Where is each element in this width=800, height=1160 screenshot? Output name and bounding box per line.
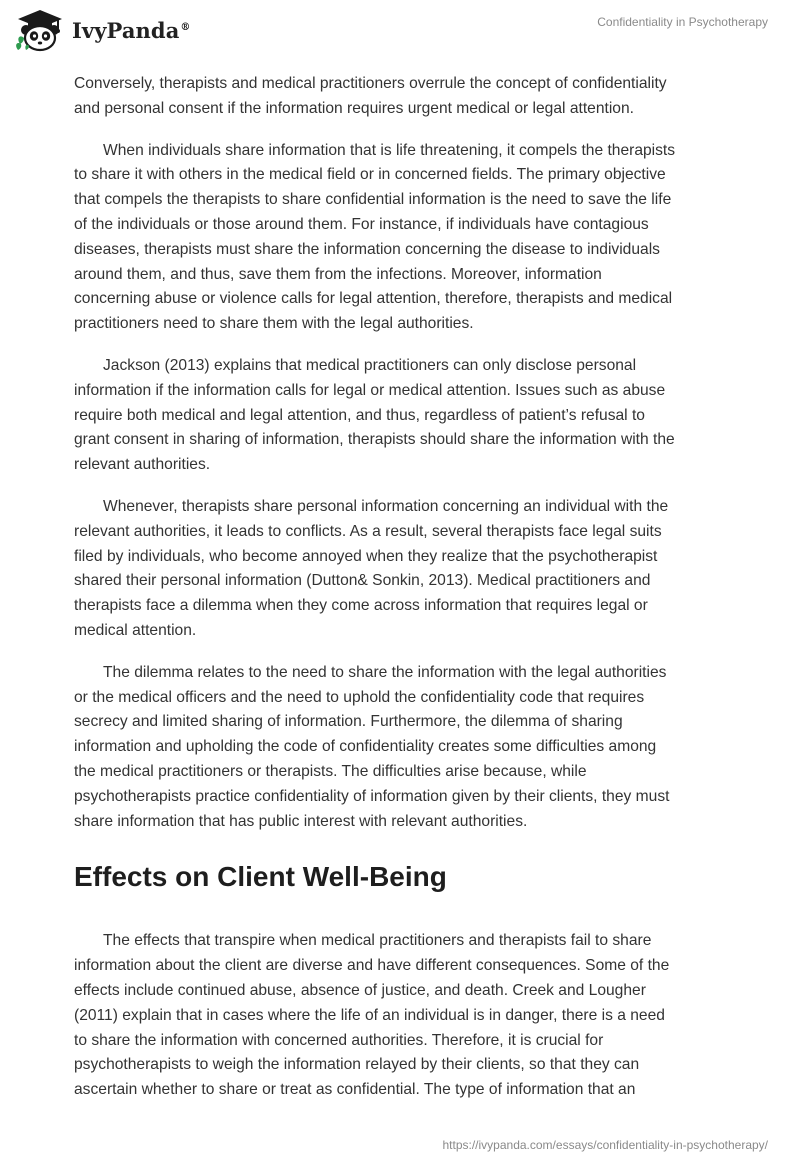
- text-line: psychotherapists to weigh the information relayed by their clients, so that they can: [74, 1056, 640, 1074]
- text-line: that compels the therapists to share confidential information is the need to save the life: [74, 191, 672, 209]
- text-line: around them, and thus, save them from the infections. Moreover, information: [74, 265, 602, 283]
- text-line: Conversely, therapists and medical practitioners overrule the concept of confidentiality: [74, 75, 667, 92]
- text-line: effects include continued abuse, absence of justice, and death. Creek and Lougher: [74, 981, 646, 999]
- page-header: [0, 0, 800, 62]
- text-line: information if the information calls for legal or medical attention. Issues such as abuse: [74, 381, 666, 399]
- text-line: and personal consent if the information requires urgent medical or legal attention.: [74, 99, 634, 117]
- text-line: filed by individuals, who become annoyed when they realize that the psychotherapist: [74, 547, 658, 565]
- text-line: relevant authorities.: [74, 456, 211, 474]
- text-line: to share the information with concerned authorities. Therefore, it is crucial for: [74, 1031, 604, 1049]
- text-line: Whenever, therapists share personal information concerning an individual with the: [103, 497, 669, 515]
- text-line: concerning abuse or violence calls for legal attention, therefore, therapists and medical: [74, 290, 673, 308]
- paragraph-5: [74, 661, 734, 835]
- text-line: require both medical and legal attention, and thus, regardless of patient’s refusal to: [74, 406, 645, 424]
- text-line: The effects that transpire when medical practitioners and therapists fail to share: [103, 932, 652, 950]
- text-line: When individuals share information that is life threatening, it compels the therapists: [103, 141, 676, 159]
- text-line: diseases, therapists must share the information concerning the disease to individuals: [74, 240, 660, 258]
- paragraph-4: [74, 495, 734, 644]
- text-line: The dilemma relates to the need to share the information with the legal authorities: [103, 663, 667, 681]
- text-line: information and upholding the code of confidentiality creates some difficulties among: [74, 738, 657, 756]
- registered-mark: ®: [180, 21, 191, 33]
- text-line: practitioners need to share them with the legal authorities.: [74, 315, 474, 333]
- text-line: Jackson (2013) explains that medical practitioners can only disclose personal: [103, 356, 637, 374]
- essay-content: [74, 72, 734, 1120]
- text-line: share information that has public interest with relevant authorities.: [74, 812, 528, 830]
- text-line: information about the client are diverse and have different consequences. Some of the: [74, 957, 670, 975]
- paragraph-6: [74, 929, 734, 1103]
- text-line: psychotherapists practice confidentiality of information given by their clients, they must: [74, 787, 670, 805]
- text-line: grant consent in sharing of information, therapists should share the information with the: [74, 431, 675, 449]
- paragraph-3: [74, 354, 734, 478]
- panda-logo-icon: [14, 8, 66, 52]
- paragraph-2: [74, 139, 734, 337]
- text-line: to share it with others in the medical field or in concerned fields. The primary objective: [74, 166, 666, 184]
- section-heading: Effects on Client Well-Being: [74, 861, 447, 893]
- text-line: (2011) explain that in cases where the life of an individual is in danger, there is a need: [74, 1006, 665, 1024]
- text-line: the medical practitioners or therapists. The difficulties arise because, while: [74, 762, 587, 780]
- paragraph-1: [74, 72, 734, 122]
- text-line: shared their personal information (Dutton& Sonkin, 2013). Medical practitioners and: [74, 572, 651, 590]
- ivypanda-logo[interactable]: [14, 8, 191, 52]
- text-line: of the individuals or those around them. For instance, if individuals have contagious: [74, 215, 649, 233]
- text-line: ascertain whether to share or treat as confidential. The type of information that an: [74, 1081, 636, 1099]
- document-title: Confidentiality in Psychotherapy: [597, 15, 768, 29]
- text-line: or the medical officers and the need to uphold the confidentiality code that requires: [74, 688, 645, 706]
- text-line: secrecy and limited sharing of information. Furthermore, the dilemma of sharing: [74, 713, 623, 731]
- brand-name: IvyPanda®: [72, 17, 191, 43]
- text-line: medical attention.: [74, 621, 197, 639]
- source-url[interactable]: https://ivypanda.com/essays/confidentiality-in-psychotherapy/: [442, 1138, 768, 1152]
- text-line: therapists face a dilemma when they come across information that requires legal or: [74, 597, 648, 615]
- text-line: relevant authorities, it leads to conflicts. As a result, several therapists face legal suits: [74, 522, 662, 540]
